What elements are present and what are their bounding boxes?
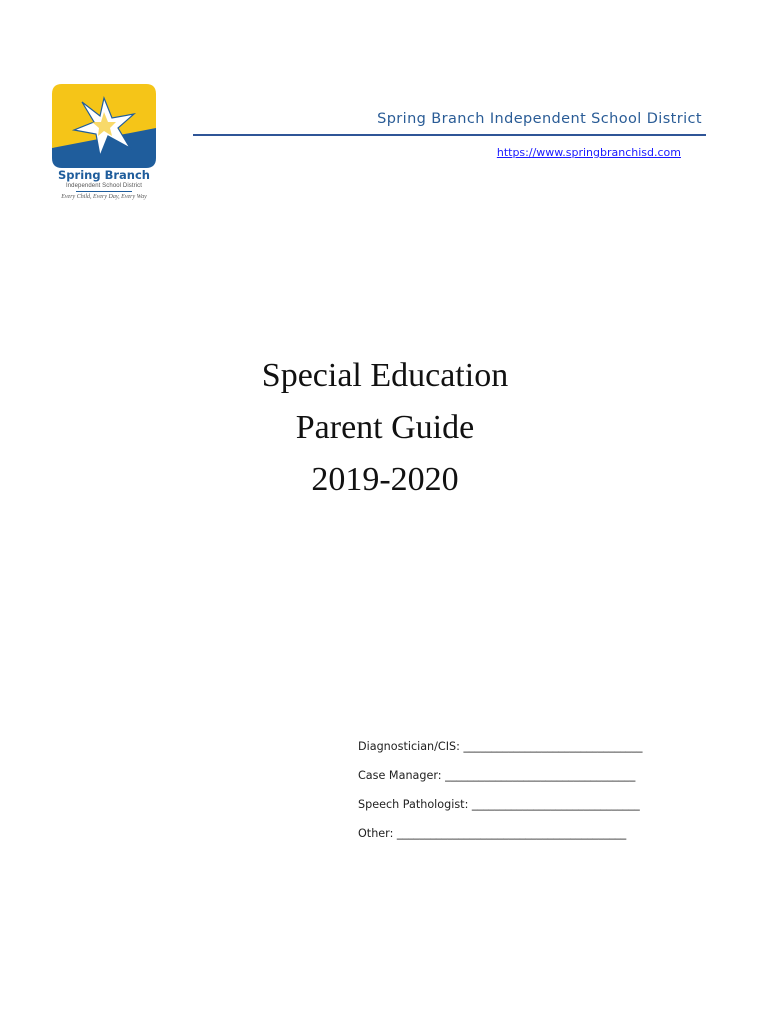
logo-divider bbox=[76, 191, 132, 192]
other-field: Other: _________________________________________ bbox=[358, 827, 627, 840]
district-name: Spring Branch Independent School District bbox=[377, 111, 702, 127]
district-website-link[interactable]: https://www.springbranchisd.com bbox=[496, 146, 681, 159]
case-manager-field: Case Manager: __________________________________ bbox=[358, 769, 636, 782]
title-line-3: 2019-2020 bbox=[311, 461, 459, 498]
diagnostician-field: Diagnostician/CIS: ________________________________ bbox=[358, 740, 643, 753]
logo-subtitle: Independent School District bbox=[65, 183, 143, 189]
title-line-1: Special Education bbox=[261, 357, 509, 394]
star-logo-icon bbox=[52, 84, 156, 168]
logo-tagline: Every Child, Every Day, Every Way bbox=[61, 194, 147, 200]
document-title bbox=[185, 350, 585, 506]
logo-name: Spring Branch bbox=[58, 168, 150, 182]
title-line-2: Parent Guide bbox=[295, 409, 475, 446]
header-divider bbox=[193, 134, 706, 136]
contact-fields bbox=[358, 738, 642, 854]
speech-pathologist-field: Speech Pathologist: ______________________________ bbox=[358, 798, 640, 811]
district-logo bbox=[52, 84, 156, 204]
